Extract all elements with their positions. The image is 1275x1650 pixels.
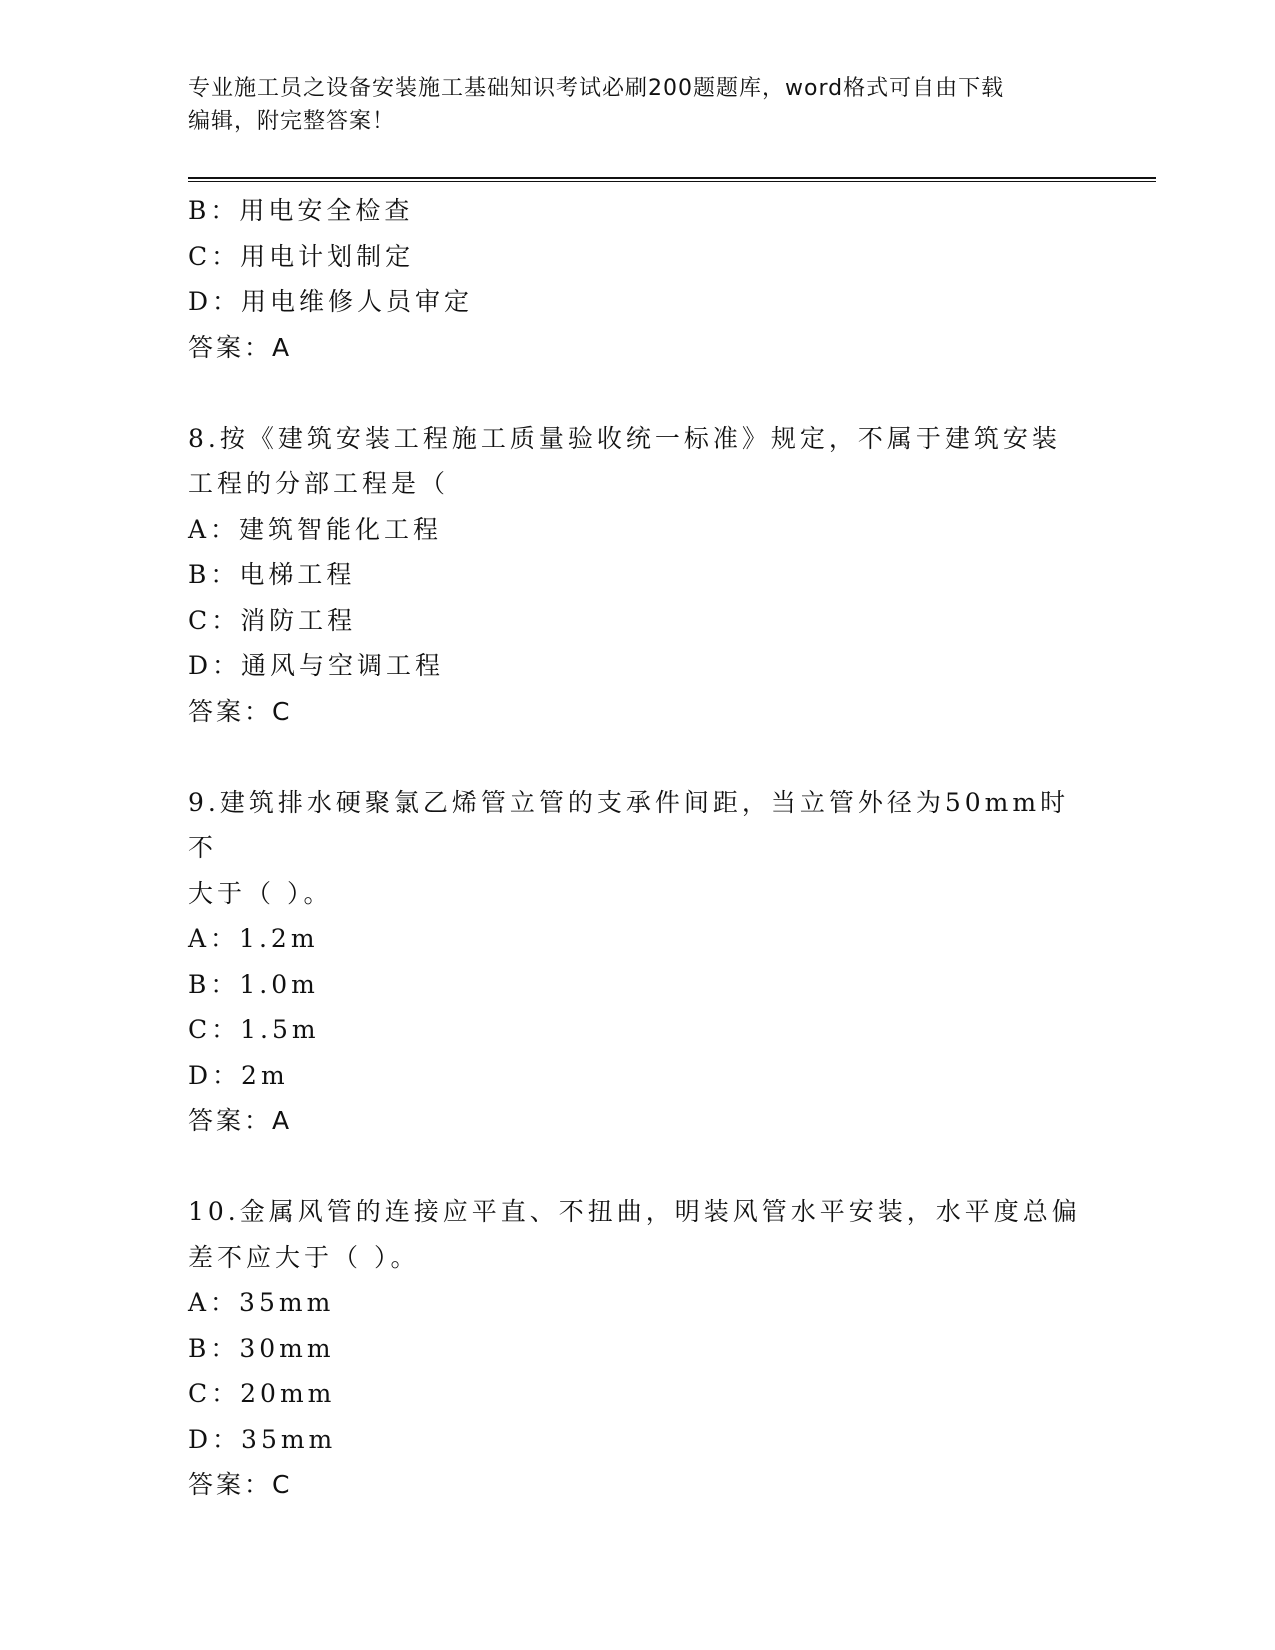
- option-b: B：用电安全检查: [188, 196, 414, 225]
- option-d: D：用电维修人员审定: [188, 287, 474, 316]
- question-9: [188, 780, 1088, 1144]
- spacer: [188, 734, 1088, 780]
- spacer: [188, 1144, 1088, 1190]
- option-a: A：35mm: [188, 1288, 335, 1317]
- spacer: [188, 370, 1088, 416]
- option-c: C：1.5m: [188, 1015, 320, 1044]
- answer-label: 答案：C: [188, 696, 293, 726]
- option-b: B：1.0m: [188, 969, 319, 999]
- answer-label: 答案：A: [188, 1106, 293, 1135]
- question-text-line-1: 8.按《建筑安装工程施工质量验收统一标准》规定，不属于建筑安装: [188, 423, 1061, 453]
- document-header: [188, 72, 1088, 138]
- question-text-line-1: 9.建筑排水硬聚氯乙烯管立管的支承件间距，当立管外径为50mm时不: [188, 787, 1070, 862]
- question-10: [188, 1189, 1088, 1508]
- question-content: [188, 188, 1088, 1508]
- option-a: A：1.2m: [188, 924, 319, 953]
- option-d: D：2m: [188, 1060, 289, 1090]
- option-b: B：电梯工程: [188, 560, 356, 589]
- header-divider: [188, 177, 1156, 182]
- question-text-line-1: 10.金属风管的连接应平直、不扭曲，明装风管水平安装，水平度总偏: [188, 1197, 1081, 1226]
- option-a: A：建筑智能化工程: [188, 514, 443, 544]
- option-c: C：用电计划制定: [188, 241, 415, 271]
- question-text-line-2: 大于（ ）。: [188, 878, 333, 908]
- question-8: [188, 416, 1088, 735]
- answer-label: 答案：C: [188, 1470, 293, 1499]
- question-7-continued: [188, 188, 1088, 370]
- header-title-line-1: 专业施工员之设备安装施工基础知识考试必刷200题题库，word格式可自由下载: [188, 76, 1005, 101]
- option-c: C：20mm: [188, 1379, 336, 1408]
- header-title-line-2: 编辑，附完整答案！: [188, 109, 396, 134]
- option-d: D：通风与空调工程: [188, 651, 445, 680]
- option-d: D：35mm: [188, 1424, 337, 1454]
- option-b: B：30mm: [188, 1333, 335, 1363]
- question-text-line-2: 工程的分部工程是（: [188, 469, 450, 498]
- question-text-line-2: 差不应大于（ ）。: [188, 1242, 420, 1272]
- option-c: C：消防工程: [188, 605, 357, 635]
- answer-label: 答案：A: [188, 332, 293, 362]
